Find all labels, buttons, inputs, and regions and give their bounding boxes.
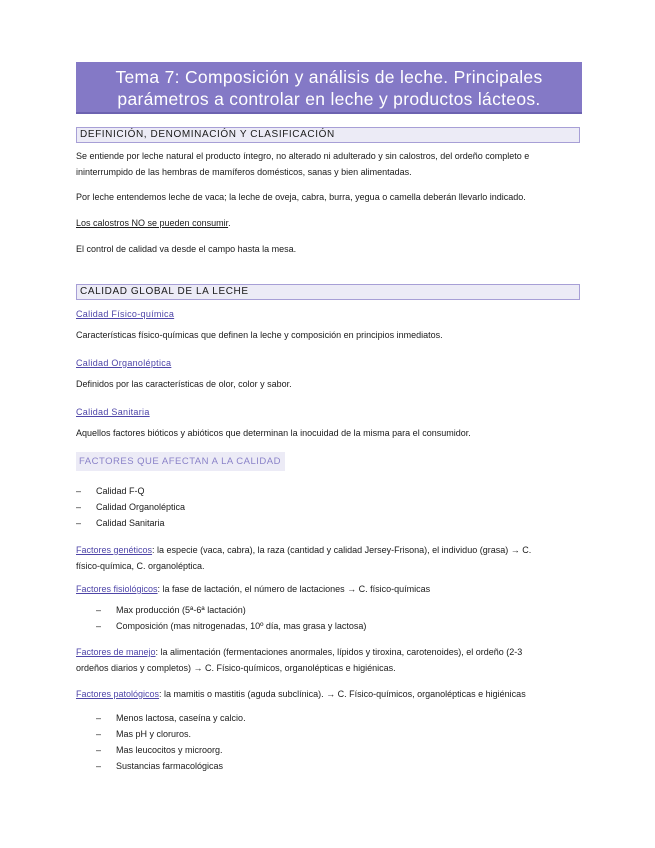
sub-bullet-dash: – — [96, 621, 102, 631]
paragraph-factores-patologicos — [76, 687, 580, 703]
paragraph-calostros — [76, 216, 580, 232]
sub-bullet-item: Composición (mas nitrogenadas, 10º día, mas grasa y lactosa) — [116, 621, 367, 631]
manejo-text: : la alimentación (fermentaciones anormales, lípidos y tiroxina, carotenoides), el ordeño (2-3 — [155, 647, 523, 657]
bullet-item: Calidad Sanitaria — [96, 518, 165, 528]
section-header-calidad-global: CALIDAD GLOBAL DE LA LECHE — [76, 284, 580, 300]
link-factores-patologicos[interactable]: Factores patológicos — [76, 689, 160, 699]
bullet-dash: – — [76, 486, 82, 496]
paragraph-fisico-quimica: Características físico-químicas que definen la leche y composición en principios inmediatos. — [76, 330, 443, 340]
paragraph-line: ininterrumpido de las hembras de mamíferos domésticos, sanas y bien alimentadas. — [76, 166, 412, 177]
paragraph-control-calidad: El control de calidad va desde el campo hasta la mesa. — [76, 244, 297, 254]
sub-bullet-dash: – — [96, 729, 102, 739]
document-title — [76, 62, 582, 114]
paragraph-line: físico-química, C. organoléptica. — [76, 560, 205, 571]
paragraph-factores-manejo — [76, 645, 580, 676]
sub-bullet-dash: – — [96, 745, 102, 755]
sub-bullet-item: Menos lactosa, caseína y calcio. — [116, 713, 246, 723]
bullet-item: Calidad F-Q — [96, 486, 145, 496]
sub-bullet-dash: – — [96, 761, 102, 771]
calostros-period: . — [228, 218, 231, 228]
bullet-item: Calidad Organoléptica — [96, 502, 186, 512]
geneticos-text: : la especie (vaca, cabra), la raza (cantidad y calidad Jersey-Frisona), el individuo (grasa) → C. — [152, 545, 532, 555]
paragraph-sanitaria: Aquellos factores bióticos y abióticos que determinan la inocuidad de la misma para el consumidor. — [76, 428, 471, 438]
factors-header: FACTORES QUE AFECTAN A LA CALIDAD — [76, 452, 285, 471]
sub-bullet-item: Sustancias farmacológicas — [116, 761, 224, 771]
subheading-fisico-quimica: Calidad Físico-química — [76, 309, 175, 319]
sub-bullet-item: Mas pH y cloruros. — [116, 729, 192, 739]
calostros-underlined: Los calostros NO se pueden consumir — [76, 218, 229, 228]
link-factores-manejo[interactable]: Factores de manejo — [76, 647, 156, 657]
paragraph-line: ordeños diarios y completos) → C. Físico-químicos, organolépticas e higiénicas. — [76, 662, 396, 673]
paragraph-line — [76, 645, 580, 661]
subheading-sanitaria: Calidad Sanitaria — [76, 407, 150, 417]
link-factores-fisiologicos[interactable]: Factores fisiológicos — [76, 584, 158, 594]
sub-bullet-dash: – — [96, 605, 102, 615]
bullet-dash: – — [76, 502, 82, 512]
paragraph-line: Se entiende por leche natural el producto íntegro, no alterado ni adulterado y sin calostros, del ordeño completo e — [76, 151, 530, 161]
patologicos-text: : la mamitis o mastitis (aguda subclínica). → C. Físico-químicos, organolépticas e higiénicas — [159, 689, 526, 699]
paragraph-definicion — [76, 149, 580, 180]
paragraph-line — [76, 543, 580, 559]
bullet-dash: – — [76, 518, 82, 528]
title-line-2: parámetros a controlar en leche y productos lácteos. — [117, 89, 541, 109]
sub-bullet-item: Max producción (5ª-6ª lactación) — [116, 605, 246, 615]
link-factores-geneticos[interactable]: Factores genéticos — [76, 545, 153, 555]
title-line-1: Tema 7: Composición y análisis de leche. Principales — [115, 67, 543, 87]
paragraph-organoleptica: Definidos por las características de olor, color y sabor. — [76, 379, 292, 389]
sub-bullet-dash: – — [96, 713, 102, 723]
section-header-definicion: DEFINICIÓN, DENOMINACIÓN Y CLASIFICACIÓN — [76, 127, 580, 143]
paragraph-factores-fisiologicos — [76, 582, 580, 598]
fisiologicos-text: : la fase de lactación, el número de lactaciones → C. físico-químicas — [157, 584, 431, 594]
subheading-organoleptica: Calidad Organoléptica — [76, 358, 172, 368]
paragraph-leche-vaca: Por leche entendemos leche de vaca; la leche de oveja, cabra, burra, yegua o camella deberán llevarlo indicado. — [76, 192, 526, 202]
sub-bullet-item: Mas leucocitos y microorg. — [116, 745, 223, 755]
paragraph-factores-geneticos — [76, 543, 580, 574]
